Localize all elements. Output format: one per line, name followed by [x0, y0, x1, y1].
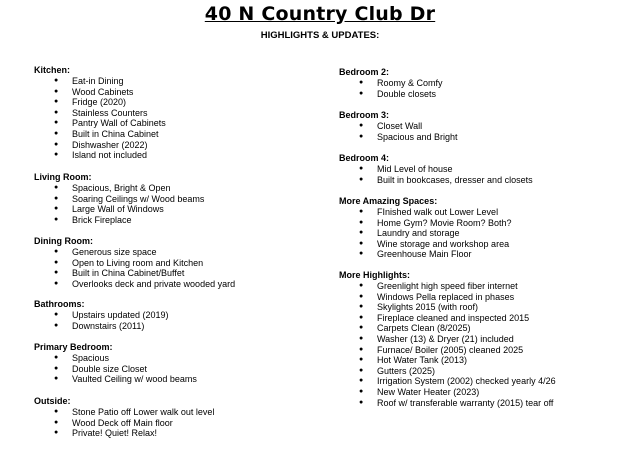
list-item	[34, 215, 324, 226]
list-item-text: Large Wall of Windows	[72, 204, 164, 215]
bullet-icon: ●	[359, 303, 364, 311]
section-heading: Outside:	[34, 396, 71, 406]
list-item	[34, 258, 324, 269]
list-item-text: Wood Deck off Main floor	[72, 417, 173, 428]
list-item-text: Soaring Ceilings w/ Wood beams	[72, 193, 205, 204]
list-item	[339, 249, 639, 260]
list-item-text: Skylights 2015 (with roof)	[377, 302, 479, 313]
list-item	[34, 97, 324, 108]
list-item	[339, 239, 639, 250]
bullet-list	[34, 353, 324, 385]
list-item	[339, 334, 639, 345]
bullet-icon: ●	[54, 311, 59, 318]
list-item-text: Roomy & Comfy	[377, 78, 443, 88]
list-item	[339, 366, 639, 377]
list-item-text: Private! Quiet! Relax!	[72, 428, 158, 439]
section-heading: Living Room:	[34, 172, 92, 182]
section-heading: Kitchen:	[34, 65, 70, 75]
bullet-icon: ●	[359, 239, 364, 247]
list-item	[339, 313, 639, 324]
section	[339, 153, 639, 185]
document-title: 40 N Country Club Dr	[204, 3, 436, 25]
section-heading: More Highlights:	[339, 270, 410, 280]
section-heading: Bedroom 3:	[339, 110, 390, 120]
bullet-list	[339, 207, 639, 260]
section	[34, 396, 324, 439]
list-item-text: Generous size space	[72, 247, 157, 257]
bullet-list	[34, 407, 324, 439]
list-item-text: Built in China Cabinet	[72, 128, 159, 139]
bullet-icon: ●	[359, 250, 364, 258]
bullet-icon: ●	[359, 89, 364, 97]
list-item-text: Open to Living room and Kitchen	[72, 257, 204, 268]
section	[34, 172, 324, 225]
list-item	[339, 387, 639, 398]
list-item-text: Home Gym? Movie Room? Both?	[377, 217, 512, 228]
bullet-icon: ●	[54, 279, 59, 287]
section	[34, 65, 324, 161]
list-item	[34, 140, 324, 151]
bullet-icon: ●	[359, 324, 364, 332]
list-item-text: Eat-in Dining	[72, 76, 124, 86]
list-item-text: Built in bookcases, dresser and closets	[377, 174, 533, 185]
list-item-text: Spacious	[72, 353, 110, 363]
bullet-icon: ●	[54, 248, 59, 255]
bullet-icon: ●	[54, 87, 59, 95]
bullet-icon: ●	[54, 354, 59, 361]
bullet-list	[339, 121, 639, 142]
list-item-text: New Water Heater (2023)	[377, 386, 480, 397]
list-item-text: Fridge (2020)	[72, 97, 127, 108]
list-item-text: Fireplace cleaned and inspected 2015	[377, 312, 530, 323]
bullet-icon: ●	[359, 132, 364, 140]
list-item	[34, 428, 324, 439]
bullet-list	[34, 310, 324, 331]
list-item	[34, 87, 324, 98]
list-item	[34, 407, 324, 418]
bullet-icon: ●	[54, 151, 59, 159]
bullet-icon: ●	[54, 98, 59, 106]
list-item-text: Upstairs updated (2019)	[72, 310, 169, 320]
bullet-icon: ●	[359, 377, 364, 385]
list-item	[339, 132, 639, 143]
bullet-icon: ●	[359, 229, 364, 237]
list-item-text: Greenhouse Main Floor	[377, 249, 472, 260]
bullet-icon: ●	[54, 258, 59, 266]
section	[34, 342, 324, 385]
bullet-icon: ●	[54, 129, 59, 137]
list-item-text: Downstairs (2011)	[72, 320, 145, 331]
list-item-text: Hot Water Tank (2013)	[377, 355, 468, 366]
list-item-text: Vaulted Ceiling w/ wood beams	[72, 374, 197, 385]
bullet-icon: ●	[359, 398, 364, 406]
list-item-text: Furnace/ Boiler (2005) cleaned 2025	[377, 344, 524, 355]
bullet-icon: ●	[359, 165, 364, 172]
list-item	[339, 121, 639, 132]
list-item-text: Washer (13) & Dryer (21) included	[377, 333, 514, 344]
list-item	[34, 194, 324, 205]
list-item-text: Spacious, Bright & Open	[72, 183, 171, 193]
list-item-text: Windows Pella replaced in phases	[377, 291, 515, 302]
list-item	[34, 374, 324, 385]
section-heading: Bedroom 4:	[339, 153, 390, 163]
bullet-list	[339, 78, 639, 99]
bullet-icon: ●	[359, 292, 364, 300]
list-item-text: Spacious and Bright	[377, 131, 458, 142]
bullet-list	[34, 76, 324, 161]
bullet-list	[34, 183, 324, 225]
bullet-icon: ●	[54, 194, 59, 202]
list-item	[339, 292, 639, 303]
section	[339, 196, 639, 260]
bullet-icon: ●	[359, 387, 364, 395]
bullet-icon: ●	[359, 122, 364, 129]
section	[34, 299, 324, 331]
list-item-text: FInished walk out Lower Level	[377, 207, 499, 217]
list-item-text: Carpets Clean (8/2025)	[377, 323, 471, 334]
list-item-text: Island not included	[72, 150, 148, 161]
list-item	[339, 376, 639, 387]
list-item	[34, 364, 324, 375]
list-item-text: Greenlight high speed fiber internet	[377, 281, 518, 291]
list-item	[339, 207, 639, 218]
bullet-icon: ●	[54, 77, 59, 84]
bullet-icon: ●	[54, 429, 59, 437]
bullet-icon: ●	[54, 205, 59, 213]
list-item	[34, 321, 324, 332]
list-item	[339, 175, 639, 186]
list-item	[34, 108, 324, 119]
bullet-icon: ●	[359, 313, 364, 321]
list-item	[34, 268, 324, 279]
bullet-icon: ●	[54, 184, 59, 191]
list-item-text: Mid Level of house	[377, 164, 453, 174]
list-item-text: Closet Wall	[377, 121, 423, 131]
list-item	[339, 398, 639, 409]
list-item	[34, 279, 324, 290]
list-item-text: Roof w/ transferable warranty (2015) tear off	[377, 397, 554, 408]
section-heading: Bathrooms:	[34, 299, 85, 309]
bullet-icon: ●	[54, 108, 59, 116]
list-item	[339, 228, 639, 239]
section-heading: More Amazing Spaces:	[339, 196, 438, 206]
list-item-text: Wood Cabinets	[72, 86, 134, 97]
list-item	[34, 118, 324, 129]
bullet-icon: ●	[54, 119, 59, 127]
list-item	[339, 89, 639, 100]
section-heading: Dining Room:	[34, 236, 93, 246]
list-item	[34, 150, 324, 161]
bullet-icon: ●	[359, 356, 364, 364]
bullet-icon: ●	[54, 140, 59, 148]
list-item-text: Double closets	[377, 88, 437, 99]
bullet-icon: ●	[359, 79, 364, 86]
list-item-text: Gutters (2025)	[377, 365, 436, 376]
list-item	[34, 247, 324, 258]
list-item-text: Wine storage and workshop area	[377, 238, 510, 249]
list-item	[339, 355, 639, 366]
list-item-text: Stone Patio off Lower walk out level	[72, 407, 215, 417]
list-item	[34, 310, 324, 321]
section	[34, 236, 324, 289]
list-item	[339, 323, 639, 334]
section	[339, 110, 639, 142]
list-item	[34, 353, 324, 364]
list-item-text: Overlooks deck and private wooded yard	[72, 278, 236, 289]
list-item	[339, 78, 639, 89]
bullet-icon: ●	[359, 282, 364, 289]
list-item	[339, 164, 639, 175]
list-item	[339, 345, 639, 356]
section-heading: Bedroom 2:	[339, 67, 390, 77]
section	[339, 270, 639, 408]
list-item-text: Brick Fireplace	[72, 214, 132, 225]
bullet-icon: ●	[54, 269, 59, 277]
bullet-icon: ●	[54, 408, 59, 415]
bullet-list	[34, 247, 324, 289]
list-item-text: Irrigation System (2002) checked yearly 4/26	[377, 376, 556, 387]
list-item	[34, 204, 324, 215]
bullet-list	[339, 164, 639, 185]
list-item-text: Dishwasher (2022)	[72, 139, 148, 150]
bullet-icon: ●	[359, 334, 364, 342]
bullet-list	[339, 281, 639, 408]
bullet-icon: ●	[54, 364, 59, 372]
bullet-icon: ●	[359, 345, 364, 353]
bullet-icon: ●	[54, 418, 59, 426]
bullet-icon: ●	[54, 215, 59, 223]
bullet-icon: ●	[359, 208, 364, 215]
bullet-icon: ●	[359, 175, 364, 183]
list-item-text: Pantry Wall of Cabinets	[72, 118, 166, 129]
list-item-text: Stainless Counters	[72, 107, 148, 118]
list-item	[34, 76, 324, 87]
list-item	[34, 129, 324, 140]
list-item	[339, 281, 639, 292]
list-item-text: Double size Closet	[72, 363, 148, 374]
document-subtitle: HIGHLIGHTS & UPDATES:	[260, 30, 380, 41]
bullet-icon: ●	[54, 321, 59, 329]
list-item	[34, 183, 324, 194]
list-item	[339, 218, 639, 229]
bullet-icon: ●	[54, 375, 59, 383]
bullet-icon: ●	[359, 366, 364, 374]
list-item-text: Laundry and storage	[377, 228, 460, 239]
list-item	[339, 302, 639, 313]
section-heading: Primary Bedroom:	[34, 342, 113, 352]
list-item	[34, 418, 324, 429]
bullet-icon: ●	[359, 218, 364, 226]
list-item-text: Built in China Cabinet/Buffet	[72, 268, 185, 279]
section	[339, 67, 639, 99]
